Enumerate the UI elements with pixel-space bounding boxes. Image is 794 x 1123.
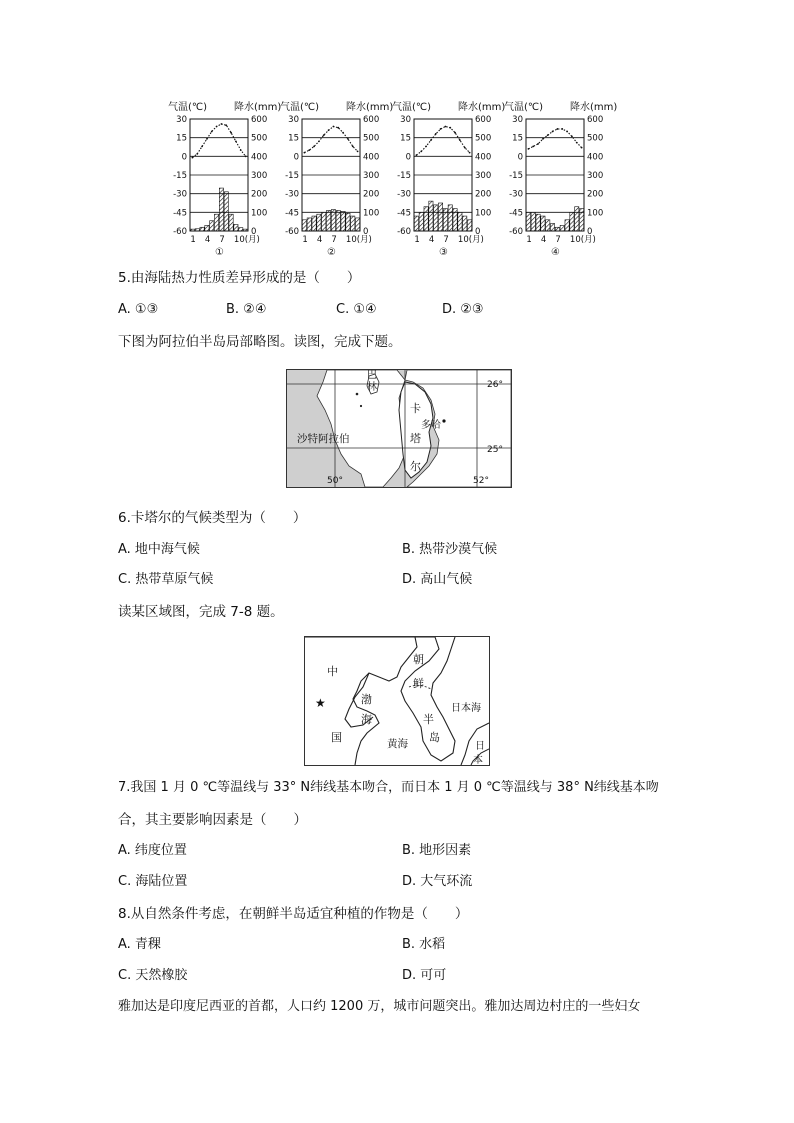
japan-label-1: 日 (475, 741, 485, 752)
month-tick-label: 1 (302, 235, 308, 245)
temperature-tick-label: -45 (397, 208, 411, 219)
temperature-point (313, 145, 315, 147)
q5-option-b: B. ②④ (226, 302, 267, 317)
temperature-point (304, 152, 306, 154)
temperature-tick-label: -30 (397, 189, 411, 200)
temperature-tick-label: 30 (512, 115, 523, 125)
qatar-label-1: 卡 (410, 402, 421, 415)
temperature-point (537, 143, 539, 145)
precip-bar (346, 213, 350, 231)
temperature-point (532, 145, 534, 147)
temperature-point (557, 128, 559, 130)
precip-tick-label: 100 (251, 208, 268, 219)
precip-bar (438, 203, 442, 231)
temperature-point (547, 134, 549, 136)
yellow-sea-label: 黄海 (387, 738, 408, 750)
month-tick-label: 4 (428, 235, 435, 245)
temperature-point (206, 138, 208, 140)
bohai-label-1: 渤 (361, 693, 372, 706)
q7-option-a: A. 纬度位置 (118, 843, 187, 858)
temperature-axis-title: 气温(℃) (392, 102, 432, 113)
temperature-tick-label: -30 (285, 189, 299, 200)
temperature-point (425, 145, 427, 147)
region-intro: 读某区域图，完成 7-8 题。 (118, 604, 284, 620)
precip-bar (322, 212, 326, 231)
precip-bar (458, 212, 462, 231)
precip-tick-label: 500 (363, 133, 380, 144)
precip-bar (443, 209, 447, 231)
korea-label-1: 朝 (413, 653, 424, 666)
temperature-tick-label: 30 (400, 115, 411, 125)
chart-number-label: ② (327, 247, 336, 258)
precip-bar (570, 212, 574, 231)
precip-tick-label: 600 (251, 115, 268, 125)
month-tick-label: 10(月) (457, 235, 484, 245)
temperature-tick-label: 15 (288, 133, 299, 144)
precip-bar (429, 201, 433, 231)
q5-option-a: A. ①③ (118, 302, 159, 317)
month-tick-label: 7 (555, 235, 561, 245)
temperature-tick-label: -15 (509, 171, 523, 181)
month-tick-label: 7 (443, 235, 449, 245)
temperature-point (445, 126, 447, 128)
temperature-tick-label: -15 (397, 171, 411, 181)
q7-option-b: B. 地形因素 (402, 843, 472, 858)
temperature-point (576, 142, 578, 144)
lon-52-label: 52° (473, 476, 489, 486)
saudi-label: 沙特阿拉伯 (297, 433, 350, 445)
temperature-point (216, 126, 218, 128)
temperature-point (333, 126, 335, 128)
precip-bar (243, 229, 247, 231)
precip-tick-label: 200 (587, 189, 604, 200)
precip-bar (424, 207, 428, 231)
precip-axis-title: 降水(mm) (346, 102, 394, 113)
doha-marker (442, 419, 445, 422)
precip-tick-label: 0 (251, 227, 257, 237)
precip-tick-label: 300 (587, 171, 604, 181)
temperature-point (347, 138, 349, 140)
precip-bar (224, 192, 228, 231)
precip-tick-label: 100 (475, 208, 492, 219)
month-tick-label: 4 (540, 235, 547, 245)
temperature-point (308, 149, 310, 151)
precip-bar (434, 205, 438, 231)
precip-axis-title: 降水(mm) (458, 102, 506, 113)
jakarta-paragraph: 雅加达是印度尼西亚的首都，人口约 1200 万，城市问题突出。雅加达周边村庄的一些妇女 (118, 999, 641, 1014)
precip-tick-label: 400 (475, 152, 492, 163)
precip-bar (331, 210, 335, 231)
precip-bar (550, 224, 554, 231)
qatar-label-2: 塔 (410, 432, 421, 445)
precip-tick-label: 500 (587, 133, 604, 144)
precip-tick-label: 200 (363, 189, 380, 200)
capital-star: ★ (315, 696, 326, 710)
temperature-tick-label: -45 (173, 208, 187, 219)
month-tick-label: 1 (526, 235, 532, 245)
temperature-point (469, 152, 471, 154)
temperature-point (449, 127, 451, 129)
temperature-point (196, 153, 198, 155)
precip-tick-label: 0 (363, 227, 369, 237)
precip-bar (555, 227, 559, 231)
temperature-line (416, 127, 469, 156)
precip-bar (195, 229, 199, 231)
temperature-point (221, 123, 223, 125)
temperature-tick-label: 30 (176, 115, 187, 125)
precip-bar (541, 216, 545, 231)
precip-bar (355, 218, 359, 231)
korea-coastline (401, 637, 455, 761)
temperature-tick-label: -45 (509, 208, 523, 219)
temperature-point (459, 139, 461, 141)
temperature-point (323, 134, 325, 136)
precip-bar (448, 205, 452, 231)
precip-tick-label: 600 (363, 115, 380, 125)
precip-bar (307, 218, 311, 231)
precip-bar (214, 214, 218, 231)
bahrain-label-2: 林 (367, 382, 377, 393)
temperature-point (542, 138, 544, 140)
temperature-tick-label: 0 (405, 152, 411, 163)
precip-bar (579, 209, 583, 231)
precip-bar (302, 220, 306, 231)
temperature-point (337, 127, 339, 129)
temperature-point (352, 145, 354, 147)
precip-bar (463, 216, 467, 231)
precip-axis-title: 降水(mm) (234, 102, 282, 113)
precip-tick-label: 100 (587, 208, 604, 219)
temperature-tick-label: 0 (293, 152, 299, 163)
temperature-tick-label: -30 (173, 189, 187, 200)
question-5-stem: 5.由海陆热力性质差异形成的是（ ） (118, 270, 361, 286)
precip-bar (560, 225, 564, 231)
precip-bar (414, 216, 418, 231)
precip-bar (575, 207, 579, 231)
arabia-map-svg (287, 370, 511, 487)
precip-bar (536, 214, 540, 231)
precip-tick-label: 400 (251, 152, 268, 163)
q5-option-d: D. ②③ (442, 302, 484, 317)
climate-charts-svg (168, 100, 628, 260)
precip-bar (190, 229, 194, 231)
temperature-point (245, 155, 247, 157)
temperature-point (416, 154, 418, 156)
temperature-point (211, 131, 213, 133)
temperature-point (566, 131, 568, 133)
temperature-point (225, 124, 227, 126)
temperature-point (440, 128, 442, 130)
temperature-tick-label: 0 (517, 152, 523, 163)
temperature-tick-label: -60 (173, 227, 187, 237)
lat-26-label: 26° (487, 380, 503, 390)
temperature-tick-label: -15 (285, 171, 299, 181)
precip-tick-label: 400 (363, 152, 380, 163)
arabia-map (286, 369, 512, 488)
month-tick-label: 1 (414, 235, 420, 245)
precip-tick-label: 100 (363, 208, 380, 219)
month-tick-label: 10(月) (345, 235, 372, 245)
korea-label-3: 半 (423, 713, 434, 726)
precip-bar (467, 220, 471, 231)
q7-option-c: C. 海陆位置 (118, 874, 188, 889)
temperature-point (192, 157, 194, 159)
question-7-stem-line2: 合，其主要影响因素是（ ） (118, 812, 307, 828)
precip-bar (453, 209, 457, 231)
japan-label-2: 本 (473, 755, 483, 765)
chart-number-label: ① (215, 247, 224, 258)
q6-option-a: A. 地中海气候 (118, 542, 200, 557)
precip-bar (341, 211, 345, 231)
island (360, 405, 362, 407)
precip-tick-label: 0 (587, 227, 593, 237)
bahrain-label-1: 巴 (367, 370, 377, 381)
temperature-tick-label: 15 (400, 133, 411, 144)
temperature-point (240, 149, 242, 151)
korea-label-4: 岛 (429, 731, 440, 744)
q8-option-b: B. 水稻 (402, 937, 446, 952)
temperature-tick-label: 15 (512, 133, 523, 144)
china-label-2: 国 (331, 731, 342, 744)
precip-axis-title: 降水(mm) (570, 102, 618, 113)
precip-bar (546, 220, 550, 231)
precip-bar (312, 216, 316, 231)
temperature-tick-label: -60 (509, 227, 523, 237)
month-tick-label: 10(月) (569, 235, 596, 245)
q8-option-a: A. 青稞 (118, 937, 161, 952)
precip-bar (336, 210, 340, 231)
q6-option-c: C. 热带草原气候 (118, 572, 214, 587)
precip-bar (205, 225, 209, 231)
temperature-line (528, 129, 581, 149)
temperature-point (342, 132, 344, 134)
temperature-point (357, 150, 359, 152)
temperature-point (528, 148, 530, 150)
temperature-axis-title: 气温(℃) (280, 102, 320, 113)
month-tick-label: 10(月) (233, 235, 260, 245)
q8-option-c: C. 天然橡胶 (118, 968, 188, 983)
lon-50-label: 50° (327, 476, 343, 486)
temperature-tick-label: -60 (285, 227, 299, 237)
temperature-tick-label: 30 (288, 115, 299, 125)
precip-bar (234, 224, 238, 231)
temperature-point (571, 136, 573, 138)
temperature-tick-label: -15 (173, 171, 187, 181)
temperature-point (420, 150, 422, 152)
temperature-axis-title: 气温(℃) (504, 102, 544, 113)
climate-charts (168, 100, 628, 260)
temperature-tick-label: -45 (285, 208, 299, 219)
precip-bar (531, 212, 535, 231)
q8-option-d: D. 可可 (402, 968, 447, 983)
q6-option-b: B. 热带沙漠气候 (402, 542, 498, 557)
temperature-point (552, 131, 554, 133)
korea-map (304, 636, 490, 766)
precip-tick-label: 300 (251, 171, 268, 181)
temperature-axis-title: 气温(℃) (168, 102, 208, 113)
question-6-stem: 6.卡塔尔的气候类型为（ ） (118, 510, 307, 526)
precip-bar (200, 227, 204, 231)
temperature-point (318, 141, 320, 143)
bohai-label-2: 海 (361, 713, 372, 726)
precip-bar (351, 216, 355, 231)
precip-bar (526, 212, 530, 231)
temperature-point (430, 139, 432, 141)
temperature-line (192, 124, 245, 158)
doha-label: 多哈 (421, 420, 441, 431)
temperature-point (581, 147, 583, 149)
precip-tick-label: 400 (587, 152, 604, 163)
precip-bar (219, 188, 223, 231)
temperature-point (328, 129, 330, 131)
island (356, 393, 359, 396)
precip-bar (317, 214, 321, 231)
temperature-point (454, 132, 456, 134)
precip-tick-label: 200 (251, 189, 268, 200)
precip-bar (229, 214, 233, 231)
month-tick-label: 4 (204, 235, 211, 245)
temperature-point (230, 132, 232, 134)
temperature-tick-label: -60 (397, 227, 411, 237)
precip-tick-label: 500 (251, 133, 268, 144)
precip-tick-label: 600 (587, 115, 604, 125)
precip-tick-label: 300 (363, 171, 380, 181)
korea-label-2: 鲜 (413, 677, 424, 690)
temperature-line (304, 127, 357, 153)
temperature-point (464, 147, 466, 149)
question-7-stem-line1: 7.我国 1 月 0 ℃等温线与 33° N纬线基本吻合，而日本 1 月 0 ℃等温线与 38° N纬线基本吻 (118, 780, 659, 795)
precip-bar (565, 220, 569, 231)
q5-option-c: C. ①④ (336, 302, 377, 317)
month-tick-label: 7 (219, 235, 225, 245)
chart-number-label: ③ (439, 247, 448, 258)
arabia-intro: 下图为阿拉伯半岛局部略图。读图，完成下题。 (118, 334, 402, 350)
month-tick-label: 4 (316, 235, 323, 245)
lat-25-label: 25° (487, 445, 503, 455)
month-tick-label: 7 (331, 235, 337, 245)
korea-map-svg (305, 637, 489, 765)
china-label-1: 中 (327, 665, 338, 678)
temperature-point (561, 128, 563, 130)
month-tick-label: 1 (190, 235, 196, 245)
chart-number-label: ④ (551, 247, 560, 258)
temperature-tick-label: 0 (181, 152, 187, 163)
temperature-tick-label: 15 (176, 133, 187, 144)
precip-bar (419, 212, 423, 231)
q6-option-d: D. 高山气候 (402, 572, 473, 587)
sea-of-japan-label: 日本海 (451, 703, 481, 714)
temperature-tick-label: -30 (509, 189, 523, 200)
temperature-point (235, 141, 237, 143)
temperature-point (201, 145, 203, 147)
precip-tick-label: 0 (475, 227, 481, 237)
precip-bar (326, 210, 330, 231)
precip-tick-label: 200 (475, 189, 492, 200)
precip-tick-label: 600 (475, 115, 492, 125)
temperature-point (435, 133, 437, 135)
qatar-label-3: 尔 (410, 460, 421, 473)
precip-bar (239, 228, 243, 231)
precip-bar (210, 221, 214, 231)
question-8-stem: 8.从自然条件考虑，在朝鲜半岛适宜种植的作物是（ ） (118, 906, 469, 922)
precip-tick-label: 300 (475, 171, 492, 181)
precip-tick-label: 500 (475, 133, 492, 144)
q7-option-d: D. 大气环流 (402, 874, 473, 889)
